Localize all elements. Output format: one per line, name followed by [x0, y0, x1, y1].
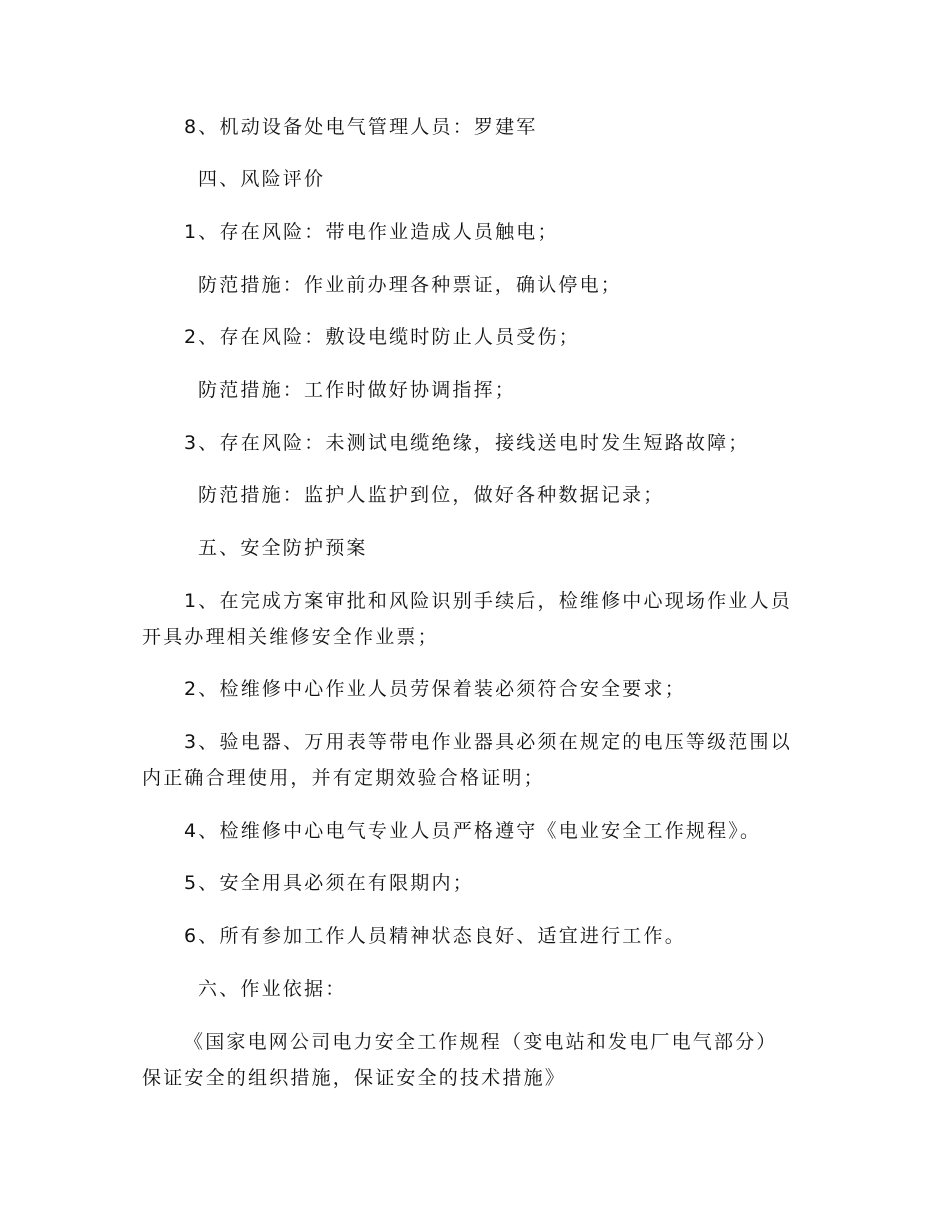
text-line-13: 3、验电器、万用表等带电作业器具必须在规定的电压等级范围以 — [184, 731, 792, 753]
text-line-8: 防范措施：监护人监护到位，做好各种数据记录； — [198, 484, 665, 506]
section-heading-6: 六、作业依据： — [198, 978, 347, 1000]
text-line-10: 1、在完成方案审批和风险识别手续后，检维修中心现场作业人员 — [184, 590, 792, 612]
section-heading-4: 四、风险评价 — [198, 168, 326, 190]
text-line-20: 保证安全的组织措施，保证安全的技术措施》 — [142, 1067, 567, 1089]
text-line-12: 2、检维修中心作业人员劳保着装必须符合安全要求； — [184, 678, 686, 700]
text-line-15: 4、检维修中心电气专业人员严格遵守《电业安全工作规程》。 — [184, 820, 762, 842]
text-line-17: 6、所有参加工作人员精神状态良好、适宜进行工作。 — [184, 925, 686, 947]
text-line-1: 8、机动设备处电气管理人员：罗建军 — [184, 116, 538, 138]
text-line-14: 内正确合理使用，并有定期效验合格证明； — [142, 767, 545, 789]
text-line-4: 防范措施：作业前办理各种票证，确认停电； — [198, 274, 623, 296]
text-line-11: 开具办理相关维修安全作业票； — [142, 626, 439, 648]
text-line-19: 《国家电网公司电力安全工作规程（变电站和发电厂电气部分） — [184, 1031, 778, 1053]
text-line-5: 2、存在风险：敷设电缆时防止人员受伤； — [184, 326, 580, 348]
text-line-16: 5、安全用具必须在有限期内； — [184, 872, 474, 894]
section-heading-5: 五、安全防护预案 — [198, 537, 368, 559]
text-line-3: 1、存在风险：带电作业造成人员触电； — [184, 221, 559, 243]
text-line-6: 防范措施：工作时做好协调指挥； — [198, 379, 517, 401]
text-line-7: 3、存在风险：未测试电缆绝缘，接线送电时发生短路故障； — [184, 432, 750, 454]
